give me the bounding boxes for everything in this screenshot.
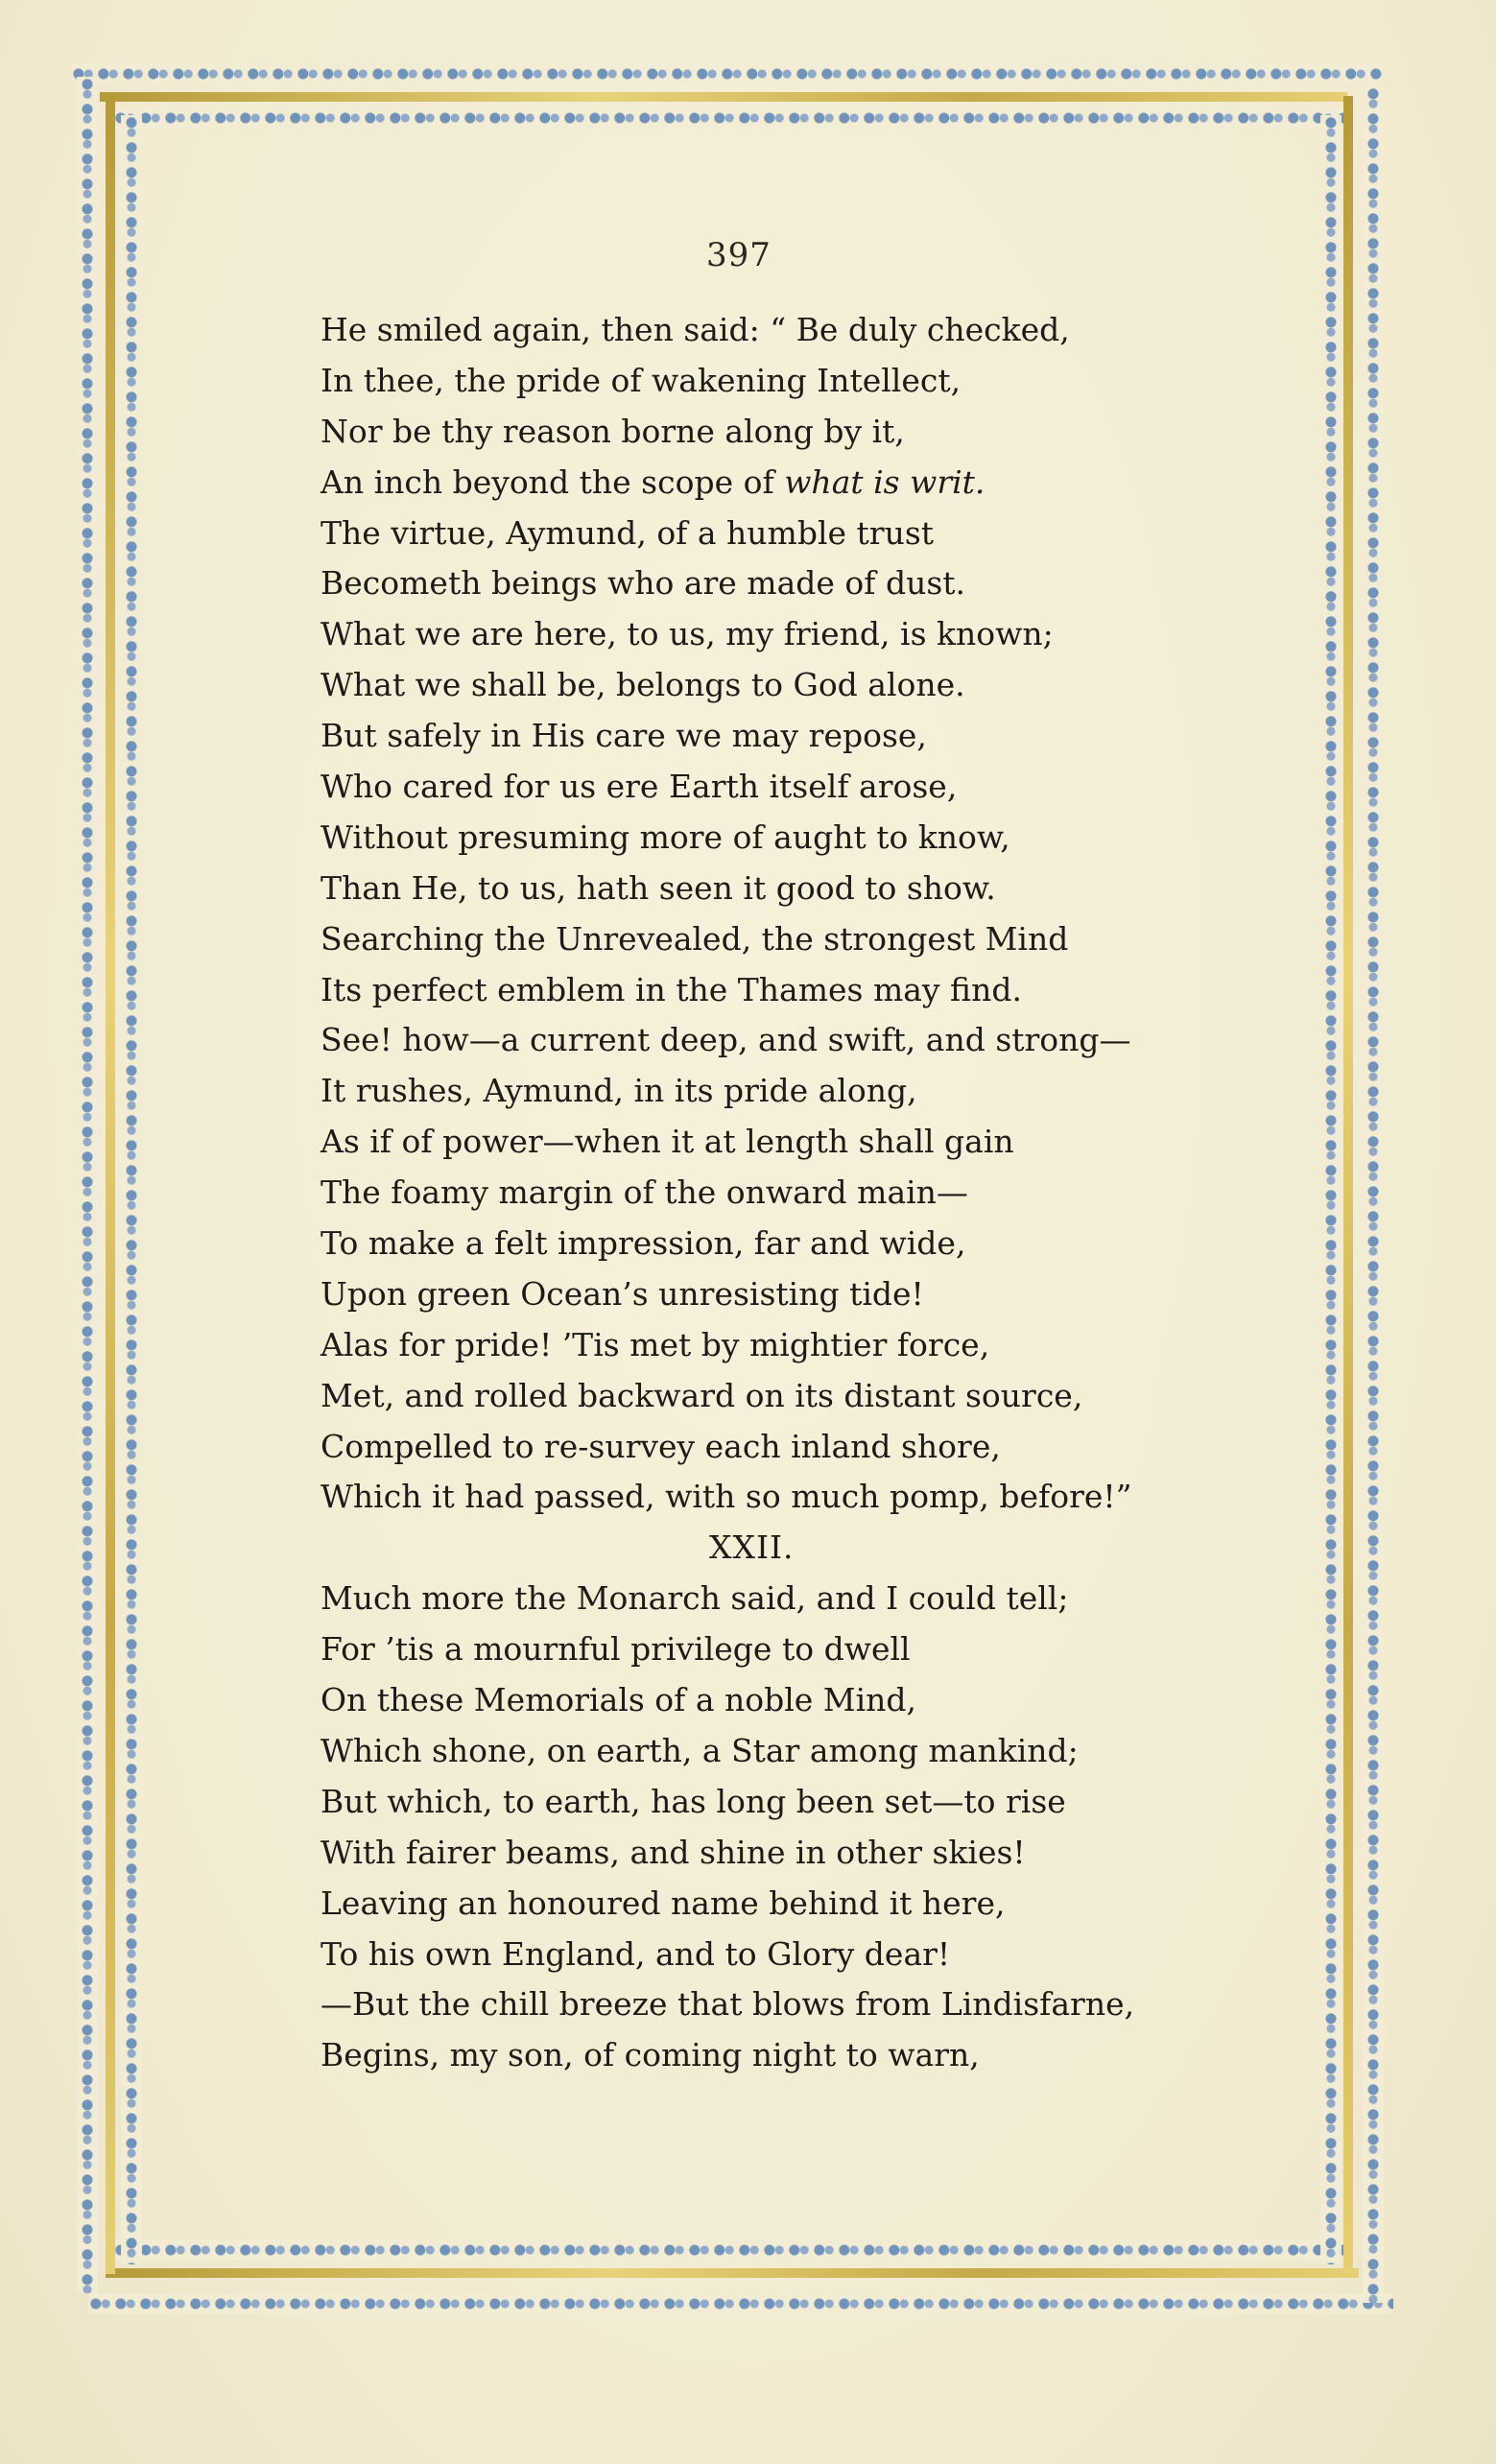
poem-line: Leaving an honoured name behind it here,	[321, 1884, 1006, 1922]
poem-line: Becometh beings who are made of dust.	[321, 564, 966, 603]
poem-line: Alas for pride! ’Tis met by mightier force,	[321, 1325, 990, 1363]
poem-line: The virtue, Aymund, of a humble trust	[321, 513, 935, 552]
poem-line: Begins, my son, of coming night to warn,	[321, 2036, 980, 2074]
poem-line: Which shone, on earth, a Star among mankind;	[321, 1731, 1079, 1769]
poem-line: For ’tis a mournful privilege to dwell	[321, 1630, 911, 1669]
poem-line: —But the chill breeze that blows from Lindisfarne,	[321, 1985, 1135, 2024]
italic-phrase: what is writ.	[784, 462, 985, 501]
poem-line: Which it had passed, with so much pomp, before!”	[321, 1478, 1132, 1516]
poem-line: But which, to earth, has long been set—to rise	[321, 1782, 1066, 1820]
poem-line: Than He, to us, hath seen it good to show.	[321, 868, 996, 907]
gold-rule-right	[1343, 96, 1353, 2274]
poem-line: Who cared for us ere Earth itself arose,	[321, 768, 958, 806]
poem-line: With fairer beams, and shine in other skies!	[321, 1833, 1026, 1871]
border-right-outer	[1363, 86, 1384, 2303]
poem-line: To his own England, and to Glory dear!	[321, 1934, 951, 1973]
poem-line: Met, and rolled backward on its distant source,	[321, 1376, 1083, 1414]
poem-line: Much more the Monarch said, and I could tell;	[321, 1579, 1069, 1618]
poem-line: It rushes, Aymund, in its pride along,	[321, 1072, 917, 1110]
poem-line: Nor be thy reason borne along by it,	[321, 412, 905, 450]
gold-rule-bottom	[106, 2268, 1359, 2278]
poem-line-text: An inch beyond the scope of	[321, 462, 785, 501]
poem-line: Its perfect emblem in the Thames may find.	[321, 970, 1022, 1008]
poem-line: Upon green Ocean’s unresisting tide!	[321, 1274, 924, 1313]
border-bottom-outer	[88, 2293, 1393, 2314]
border-top-inner	[113, 107, 1351, 129]
border-top-outer	[71, 63, 1382, 84]
page-number: 397	[706, 236, 772, 274]
poem-line: Without presuming more of aught to know,	[321, 817, 1010, 856]
border-bottom-inner	[113, 2239, 1351, 2261]
border-right-inner	[1320, 115, 1342, 2264]
poem-line: He smiled again, then said: “ Be duly checked,	[321, 311, 1070, 348]
poem-line: What we shall be, belongs to God alone.	[321, 666, 965, 704]
poem-text	[321, 305, 1184, 2081]
poem-line	[321, 458, 1184, 509]
poem-line: Searching the Unrevealed, the strongest Mind	[321, 919, 1069, 958]
poem-line: As if of power—when it at length shall gain	[321, 1123, 1014, 1161]
section-heading: XXII.	[709, 1528, 795, 1567]
border-left-outer	[77, 77, 98, 2293]
poem-line: The foamy margin of the onward main—	[321, 1173, 968, 1212]
poem-line: What we are here, to us, my friend, is known;	[321, 615, 1054, 653]
poem-line: Compelled to re-survey each inland shore,	[321, 1427, 1001, 1465]
gold-rule-top	[100, 92, 1347, 102]
poem-line: On these Memorials of a noble Mind,	[321, 1681, 917, 1719]
poem-line: But safely in His care we may repose,	[321, 717, 927, 755]
poem-line: See! how—a current deep, and swift, and strong—	[321, 1021, 1131, 1059]
poem-line: To make a felt impression, far and wide,	[321, 1224, 966, 1263]
border-left-inner	[121, 115, 142, 2264]
poem-line: In thee, the pride of wakening Intellect,	[321, 361, 962, 399]
gold-rule-left	[106, 96, 115, 2274]
